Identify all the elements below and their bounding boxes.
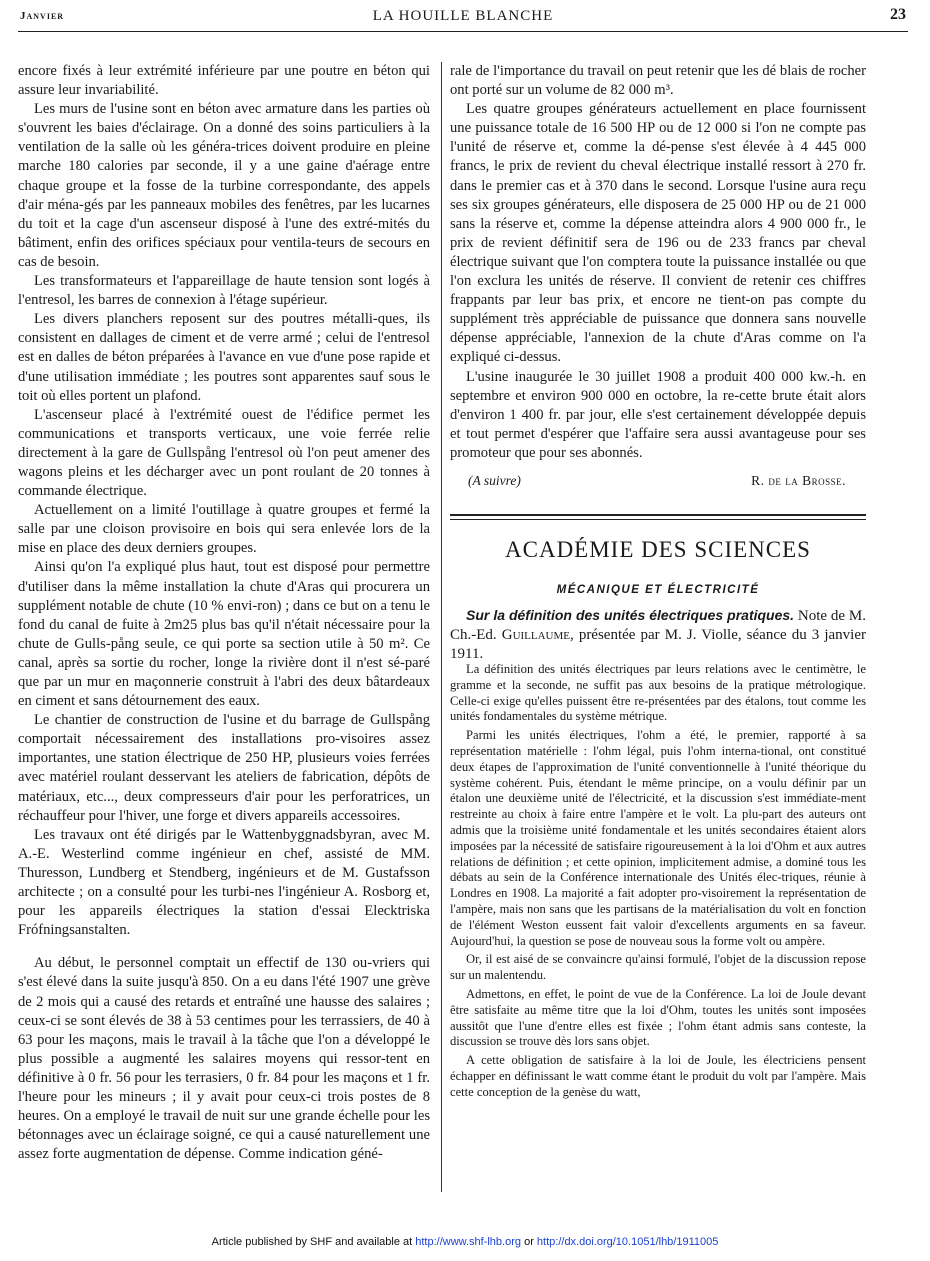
paragraph: Ainsi qu'on l'a expliqué plus haut, tout est disposé pour permettre d'utiliser dans la même installation la chute d'Aras qui procurera un supplément notable de chute (10 % envi-ron) ; dans ce but on a tenu le fond du canal de fuite à 2m25 plus bas qu'il n'était nécessaire pour la chute de Gulls-pång seule, ce qui porte sa section utile à 50 m². Ce canal, après sa sortie du rocher, longe la rivière dont il n'est sé-paré que par un mur en maçonnerie construit à l'abri des deux bâtardeaux en ciment et sans détournement des eaux.	[18, 559, 430, 710]
publication-footer	[0, 1236, 930, 1248]
footer-text: Article published by SHF and available at	[211, 1236, 416, 1248]
paragraph: L'ascenseur placé à l'extrémité ouest de l'édifice permet les communications et transports verticaux, une voie ferrée relie directement à la gare de Gullspång l'entresol où l'on peut amener des wagons pleins et les décharger avec un pont roulant de 20 tonnes à commande électrique.	[18, 406, 430, 500]
running-head	[20, 6, 906, 30]
journal-title: LA HOUILLE BLANCHE	[372, 8, 554, 24]
paragraph: Au début, le personnel comptait un effectif de 130 ou-vriers qui s'est élevé dans la suite jusqu'à 850. On a eu dans l'été 1907 une grève de 2 mois qui a causé des retards et entraîné une hausse des salaires ; ceux-ci se sont élevés de 38 à 53 centimes pour les terrassiers, de 40 à 63 pour les maçons, mais le travail à la tâche que l'on a développé le plus possible a augmenté les salaires moyens qui ressor-tent en définitive à 0 fr. 56 pour les terrasiers, 0 fr. 84 pour les maçons et 1 fr. l'heure pour les mineurs ; il y avait pour ceux-ci trois postes de 8 heures. On a employé le travail de nuit sur une grande échelle pour les bétonnages avec un éclairage soigné, ce qui a causé naturellement une assez forte augmentation de dépense. Comme indication géné-	[18, 955, 430, 1163]
note-byline-end: , présentée par M. J. Violle, séance du 3 janvier 1911.	[450, 627, 866, 662]
paragraph: Or, il est aisé de se convaincre qu'ainsi formulé, l'objet de la discussion repose sur un malentendu.	[450, 952, 866, 983]
paragraph: rale de l'importance du travail on peut retenir que les dé blais de rocher ont porté sur un volume de 82 000 m³.	[450, 63, 866, 99]
note-author: Guillaume	[501, 627, 570, 643]
note-heading	[450, 606, 866, 664]
section-rule	[450, 514, 866, 516]
paragraph: encore fixés à leur extrémité inférieure par une poutre en béton qui assure leur invariabilité.	[18, 63, 430, 99]
paragraph: Les divers planchers reposent sur des poutres métalli-ques, ils consistent en dallages de ciment et de verre armé ; celui de l'entresol est en dalles de béton préparées à l'avance en vue d'une pose rapide et d'une utilisation immédiate ; les poutres sont apparentes sauf sous le toit où elles portent un plafond.	[18, 311, 430, 404]
section-rubric: MÉCANIQUE ET ÉLECTRICITÉ	[556, 584, 760, 596]
to-be-continued: (A suivre)	[468, 472, 521, 488]
shf-link[interactable]: http://www.shf-lhb.org	[415, 1236, 522, 1248]
section-rule	[450, 519, 866, 520]
column-rule	[441, 62, 442, 1192]
paragraph: Actuellement on a limité l'outillage à quatre groupes et fermé la salle par une cloison provisoire en bois qui sera enlevée lors de la mise en place des deux derniers groupes.	[18, 502, 430, 557]
doi-link[interactable]: http://dx.doi.org/10.1051/lhb/1911005	[536, 1236, 719, 1248]
note-byline-start: Note de M. Ch.-Ed.	[450, 608, 866, 643]
footer-text: or	[521, 1236, 537, 1248]
paragraph: Les travaux ont été dirigés par le Wattenbyggnadsbyran, avec M. A.-E. Westerlind comme ingénieur en chef, assisté de MM. Thuresson, Lundberg et Stendberg, ingénieurs et de M. Gustafsson architecte ; on a consulté pour les turbi-nes l'ingénieur A. Rosborg et, pour les appareils électriques la station d'essai Elecktriska Frófningsanstalten.	[18, 826, 430, 939]
paragraph: Le chantier de construction de l'usine et du barrage de Gullspång comportait nécessairement des installations pro-visoires assez importantes, une station électrique de 250 HP, plusieurs voies ferrées avec matériel roulant desservant les ateliers de fabrication, dépôts de matériaux, etc..., deux compresseurs d'air pour les perforatrices, un réchauffeur pour l'hiver, une forge et divers appareils accessoires.	[18, 712, 430, 824]
paragraph: L'usine inaugurée le 30 juillet 1908 a produit 400 000 kw.-h. en septembre et environ 900 000 en octobre, la re-cette brute était alors d'environ 1 400 fr. par jour, elle s'est certainement développée depuis et tout permet d'espérer que l'affaire sera aussi avantageuse pour ses promoteur que pour ses abonnés.	[450, 368, 866, 461]
page-number: 23	[890, 6, 906, 23]
article-signoff	[450, 471, 866, 490]
left-column	[18, 62, 430, 1164]
paragraph: Parmi les unités électriques, l'ohm a été, le premier, rapporté à sa représentation matérielle : l'ohm légal, puis l'ohm interna-tional, ont constitué deux étapes de l'approximation de l'unité conventionnelle à l'unité théorique du système cohérent. Puis, étendant le même principe, on a voulu définir par un étalon une deuxième unité de l'électricité, et la discussion s'est immédiate-ment restreinte au choix à faire entre l'ampère et le volt. La plu-part des auteurs ont admis que la troisième unité fondamentale et les unités secondaires étaient alors imposées par la nécessité de satisfaire rigoureusement à la loi d'Ohm et aux autres relations de définition ; et cette opinion, implicitement admise, a dominé tous les débats au sein de la Conférence internationale des Unités élec-triques, réunie à Londres en 1908. La majorité a fait adopter pro-visoirement la représentation de l'ampère, mais non sans que les partisans de la matérialisation du volt en fonction de l'élément Weston eussent fait valoir d'excellents arguments en sa faveur. Aujourd'hui, la question se pose de nouveau sous la forme volt ou ampère.	[450, 728, 866, 948]
section-gap	[18, 940, 430, 954]
note-title: Sur la définition des unités électriques pratiques.	[466, 607, 795, 623]
right-column	[450, 62, 866, 490]
header-rule	[18, 31, 908, 32]
note-body	[450, 662, 866, 1101]
paragraph: Les murs de l'usine sont en béton avec armature dans les parties où s'ouvrent les baies d'éclairage. On a donné des soins particuliers à la ventilation de la salle où les généra-trices doivent produire en pleine marche 180 calories par seconde, il y a une gaine d'aérage entre chaque groupe et la fosse de la turbine correspondante, des appels d'air ména-gés par les panneaux mobiles des fenêtres, par les lucarnes du toit et la cage d'un ascenseur disposé à l'une des extré-mités du bâtiment, enfin des orifices spéciaux pour ventila-teurs de secours en cas de besoin.	[18, 101, 430, 270]
article-author: R. de la Brosse.	[751, 472, 846, 488]
paragraph: A cette obligation de satisfaire à la loi de Joule, les électriciens pensent échapper en définissant le watt comme étant le produit du volt par l'ampère. Mais cette conception de la genèse du watt,	[450, 1053, 866, 1099]
paragraph: Admettons, en effet, le point de vue de la Conférence. La loi de Joule devant être satisfaite au même titre que la loi d'Ohm, toutes les unités sont imposées aussitôt que l'une d'entre elles est fixée ; l'ohm étant admis sans conteste, la discussion se trouve dès lors sans objet.	[450, 986, 866, 1049]
section-title: ACADÉMIE DES SCIENCES	[505, 537, 811, 562]
paragraph: Les transformateurs et l'appareillage de haute tension sont logés à l'entresol, les barres de connexion à l'étage supérieur.	[18, 273, 430, 309]
running-head-month: Janvier	[20, 10, 65, 22]
paragraph: La définition des unités électriques par leurs relations avec le centimètre, le gramme et la seconde, ne suffit pas aux besoins de la pratique métrologique. Celle-ci exige qu'elles puissent être re-présentées par des étalons, tout comme les unités fondamentales du système métrique.	[450, 662, 866, 724]
paragraph: Les quatre groupes générateurs actuellement en place fournissent une puissance totale de 16 500 HP ou de 12 000 si l'on ne compte pas l'unité de réserve et, comme la dé-pense s'est élevée à 4 445 000 francs, le prix de revient du cheval électrique installé ressort à 270 fr. dans le premier cas et à 370 dans le second. Lorsque l'usine aura reçu ses six groupes générateurs, elle disposera de 25 000 HP ou de 21 000 sans la réserve et, comme la dépense atteindra alors 4 900 000 fr., le prix de revient définitif sera de 196 ou de 233 francs par cheval électrique suivant que l'on comptera toute la puissance installée ou que l'on exclura les unités de réserve. Il convient de retenir ces chiffres frappants par leur bas prix, et encore ne tient-on pas compte du supplément très appréciable de puissance que donnera sans nouvelle dépense appréciable, l'annexion de la chute d'Aras comme on l'a expliqué ci-dessus.	[450, 101, 866, 366]
